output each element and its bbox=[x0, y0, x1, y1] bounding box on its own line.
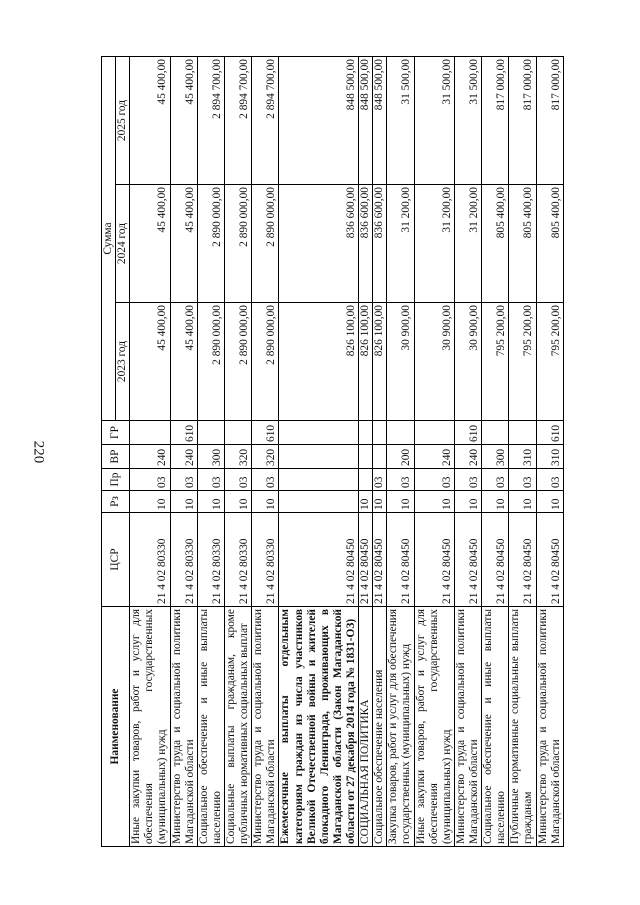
cell-csr: 21 4 02 80450 bbox=[373, 513, 387, 607]
cell-2025: 817 000,00 bbox=[482, 57, 509, 185]
cell-vr: 300 bbox=[197, 445, 224, 469]
cell-gr: 610 bbox=[252, 421, 279, 445]
cell-2024: 2 890 000,00 bbox=[252, 185, 279, 303]
table-row bbox=[414, 57, 454, 847]
cell-csr: 21 4 02 80330 bbox=[224, 513, 251, 607]
table-row bbox=[536, 57, 563, 847]
cell-2023: 795 200,00 bbox=[536, 303, 563, 421]
cell-2025: 2 894 700,00 bbox=[197, 57, 224, 185]
col-header-vr: ВР bbox=[102, 445, 130, 469]
cell-pr bbox=[279, 469, 359, 491]
cell-name: Министерство труда и социальной политики Магаданской области bbox=[252, 607, 279, 847]
cell-gr: 610 bbox=[536, 421, 563, 445]
cell-2024: 2 890 000,00 bbox=[224, 185, 251, 303]
cell-2023: 2 890 000,00 bbox=[252, 303, 279, 421]
rotated-table-container bbox=[101, 57, 561, 847]
cell-gr bbox=[482, 421, 509, 445]
cell-vr: 310 bbox=[509, 445, 536, 469]
cell-vr: 240 bbox=[130, 445, 170, 469]
cell-pr: 03 bbox=[373, 469, 387, 491]
table-viewport bbox=[101, 57, 640, 844]
cell-gr: 610 bbox=[170, 421, 197, 445]
table-row bbox=[197, 57, 224, 847]
cell-vr bbox=[279, 445, 359, 469]
table-row bbox=[252, 57, 279, 847]
cell-vr: 310 bbox=[536, 445, 563, 469]
cell-rz: 10 bbox=[197, 491, 224, 513]
cell-pr bbox=[359, 469, 373, 491]
cell-name: Иные закупки товаров, работ и услуг для обеспечения государственных (муниципальных) нужд bbox=[130, 607, 170, 847]
table-row bbox=[359, 57, 373, 847]
cell-pr: 03 bbox=[224, 469, 251, 491]
col-header-sum: Сумма bbox=[102, 57, 116, 421]
cell-csr: 21 4 02 80450 bbox=[359, 513, 373, 607]
cell-gr bbox=[130, 421, 170, 445]
cell-2025: 2 894 700,00 bbox=[224, 57, 251, 185]
cell-rz: 10 bbox=[482, 491, 509, 513]
cell-name: Социальное обеспечение и иные выплаты населению bbox=[482, 607, 509, 847]
cell-2025: 2 894 700,00 bbox=[252, 57, 279, 185]
table-row bbox=[130, 57, 170, 847]
table-row bbox=[387, 57, 414, 847]
table-row bbox=[454, 57, 481, 847]
cell-vr: 240 bbox=[454, 445, 481, 469]
cell-vr bbox=[373, 445, 387, 469]
cell-csr: 21 4 02 80450 bbox=[414, 513, 454, 607]
cell-2023: 45 400,00 bbox=[170, 303, 197, 421]
cell-vr: 240 bbox=[170, 445, 197, 469]
cell-name: Министерство труда и социальной политики Магаданской области bbox=[454, 607, 481, 847]
cell-csr: 21 4 02 80450 bbox=[279, 513, 359, 607]
cell-2024: 805 400,00 bbox=[536, 185, 563, 303]
cell-name: Социальное обеспечение и иные выплаты населению bbox=[197, 607, 224, 847]
cell-name: Министерство труда и социальной политики Магаданской области bbox=[536, 607, 563, 847]
col-header-name: Наименование bbox=[102, 607, 130, 847]
cell-2025: 817 000,00 bbox=[536, 57, 563, 185]
cell-rz: 10 bbox=[359, 491, 373, 513]
cell-2024: 805 400,00 bbox=[482, 185, 509, 303]
cell-2025: 848 500,00 bbox=[279, 57, 359, 185]
table-row bbox=[170, 57, 197, 847]
cell-2024: 31 200,00 bbox=[414, 185, 454, 303]
cell-2025: 817 000,00 bbox=[509, 57, 536, 185]
cell-csr: 21 4 02 80330 bbox=[170, 513, 197, 607]
cell-2025: 848 500,00 bbox=[359, 57, 373, 185]
cell-gr: 610 bbox=[454, 421, 481, 445]
col-header-2024: 2024 год bbox=[116, 185, 130, 303]
cell-2023: 795 200,00 bbox=[509, 303, 536, 421]
table-row bbox=[373, 57, 387, 847]
cell-rz: 10 bbox=[414, 491, 454, 513]
cell-rz: 10 bbox=[170, 491, 197, 513]
cell-gr bbox=[197, 421, 224, 445]
cell-rz: 10 bbox=[373, 491, 387, 513]
cell-csr: 21 4 02 80330 bbox=[197, 513, 224, 607]
cell-csr: 21 4 02 80330 bbox=[130, 513, 170, 607]
cell-gr bbox=[373, 421, 387, 445]
cell-csr: 21 4 02 80450 bbox=[509, 513, 536, 607]
cell-pr: 03 bbox=[170, 469, 197, 491]
cell-pr: 03 bbox=[482, 469, 509, 491]
cell-vr: 240 bbox=[414, 445, 454, 469]
cell-name: Публичные нормативные социальные выплаты гражданам bbox=[509, 607, 536, 847]
cell-name: Социальные выплаты гражданам, кроме публичных нормативных социальных выплат bbox=[224, 607, 251, 847]
cell-gr bbox=[414, 421, 454, 445]
table-row bbox=[224, 57, 251, 847]
cell-name: Закупка товаров, работ и услуг для обеспечения государственных (муниципальных) нужд bbox=[387, 607, 414, 847]
cell-pr: 03 bbox=[197, 469, 224, 491]
col-header-2025: 2025 год bbox=[116, 57, 130, 185]
table-row bbox=[279, 57, 359, 847]
table-row bbox=[509, 57, 536, 847]
cell-2024: 836 600,00 bbox=[373, 185, 387, 303]
cell-name: Социальное обеспечение населения bbox=[373, 607, 387, 847]
cell-2025: 45 400,00 bbox=[130, 57, 170, 185]
cell-2023: 30 900,00 bbox=[387, 303, 414, 421]
cell-2023: 795 200,00 bbox=[482, 303, 509, 421]
cell-gr bbox=[509, 421, 536, 445]
cell-2023: 826 100,00 bbox=[373, 303, 387, 421]
cell-rz: 10 bbox=[536, 491, 563, 513]
cell-2023: 826 100,00 bbox=[279, 303, 359, 421]
col-header-csr: ЦСР bbox=[102, 513, 130, 607]
cell-csr: 21 4 02 80450 bbox=[387, 513, 414, 607]
cell-pr: 03 bbox=[509, 469, 536, 491]
cell-gr bbox=[359, 421, 373, 445]
cell-name: Министерство труда и социальной политики Магаданской области bbox=[170, 607, 197, 847]
cell-pr: 03 bbox=[130, 469, 170, 491]
cell-2024: 31 200,00 bbox=[387, 185, 414, 303]
cell-2023: 826 100,00 bbox=[359, 303, 373, 421]
cell-vr: 300 bbox=[482, 445, 509, 469]
cell-2023: 45 400,00 bbox=[130, 303, 170, 421]
cell-csr: 21 4 02 80450 bbox=[536, 513, 563, 607]
cell-rz: 10 bbox=[454, 491, 481, 513]
cell-2024: 805 400,00 bbox=[509, 185, 536, 303]
cell-2023: 30 900,00 bbox=[454, 303, 481, 421]
cell-2023: 30 900,00 bbox=[414, 303, 454, 421]
cell-2024: 45 400,00 bbox=[170, 185, 197, 303]
cell-vr bbox=[359, 445, 373, 469]
cell-pr: 03 bbox=[536, 469, 563, 491]
cell-2025: 45 400,00 bbox=[170, 57, 197, 185]
cell-rz: 10 bbox=[509, 491, 536, 513]
col-header-gr: ГР bbox=[102, 421, 130, 445]
cell-2024: 2 890 000,00 bbox=[197, 185, 224, 303]
cell-gr bbox=[387, 421, 414, 445]
cell-vr: 320 bbox=[224, 445, 251, 469]
page-number: 220 bbox=[30, 440, 47, 464]
cell-pr: 03 bbox=[414, 469, 454, 491]
cell-rz bbox=[279, 491, 359, 513]
cell-name: Ежемесячные выплаты отдельным категориям граждан из числа участников Великой Отечественной войны и жителей блокадного Ленинграда, проживающих в Магаданской области (Закон Магаданской области от 27 декабря 2014 года № 1831-ОЗ) bbox=[279, 607, 359, 847]
cell-csr: 21 4 02 80450 bbox=[454, 513, 481, 607]
cell-pr: 03 bbox=[252, 469, 279, 491]
cell-rz: 10 bbox=[387, 491, 414, 513]
cell-2023: 2 890 000,00 bbox=[197, 303, 224, 421]
cell-2023: 2 890 000,00 bbox=[224, 303, 251, 421]
cell-name: Иные закупки товаров, работ и услуг для обеспечения государственных (муниципальных) нужд bbox=[414, 607, 454, 847]
cell-2025: 31 500,00 bbox=[454, 57, 481, 185]
col-header-2023: 2023 год bbox=[116, 303, 130, 421]
cell-2024: 45 400,00 bbox=[130, 185, 170, 303]
cell-pr: 03 bbox=[454, 469, 481, 491]
table-body bbox=[130, 57, 564, 847]
cell-gr bbox=[224, 421, 251, 445]
cell-rz: 10 bbox=[252, 491, 279, 513]
cell-2024: 836 600,00 bbox=[279, 185, 359, 303]
cell-pr: 03 bbox=[387, 469, 414, 491]
col-header-pr: Пр bbox=[102, 469, 130, 491]
cell-2025: 848 500,00 bbox=[373, 57, 387, 185]
cell-2025: 31 500,00 bbox=[414, 57, 454, 185]
cell-vr: 200 bbox=[387, 445, 414, 469]
cell-gr bbox=[279, 421, 359, 445]
cell-2025: 31 500,00 bbox=[387, 57, 414, 185]
cell-csr: 21 4 02 80330 bbox=[252, 513, 279, 607]
col-header-rz: Рз bbox=[102, 491, 130, 513]
cell-rz: 10 bbox=[224, 491, 251, 513]
cell-vr: 320 bbox=[252, 445, 279, 469]
header-row-1 bbox=[102, 57, 116, 847]
cell-name: СОЦИАЛЬНАЯ ПОЛИТИКА bbox=[359, 607, 373, 847]
cell-2024: 836 600,00 bbox=[359, 185, 373, 303]
cell-rz: 10 bbox=[130, 491, 170, 513]
cell-csr: 21 4 02 80450 bbox=[482, 513, 509, 607]
table-row bbox=[482, 57, 509, 847]
cell-2024: 31 200,00 bbox=[454, 185, 481, 303]
budget-table bbox=[101, 56, 564, 847]
